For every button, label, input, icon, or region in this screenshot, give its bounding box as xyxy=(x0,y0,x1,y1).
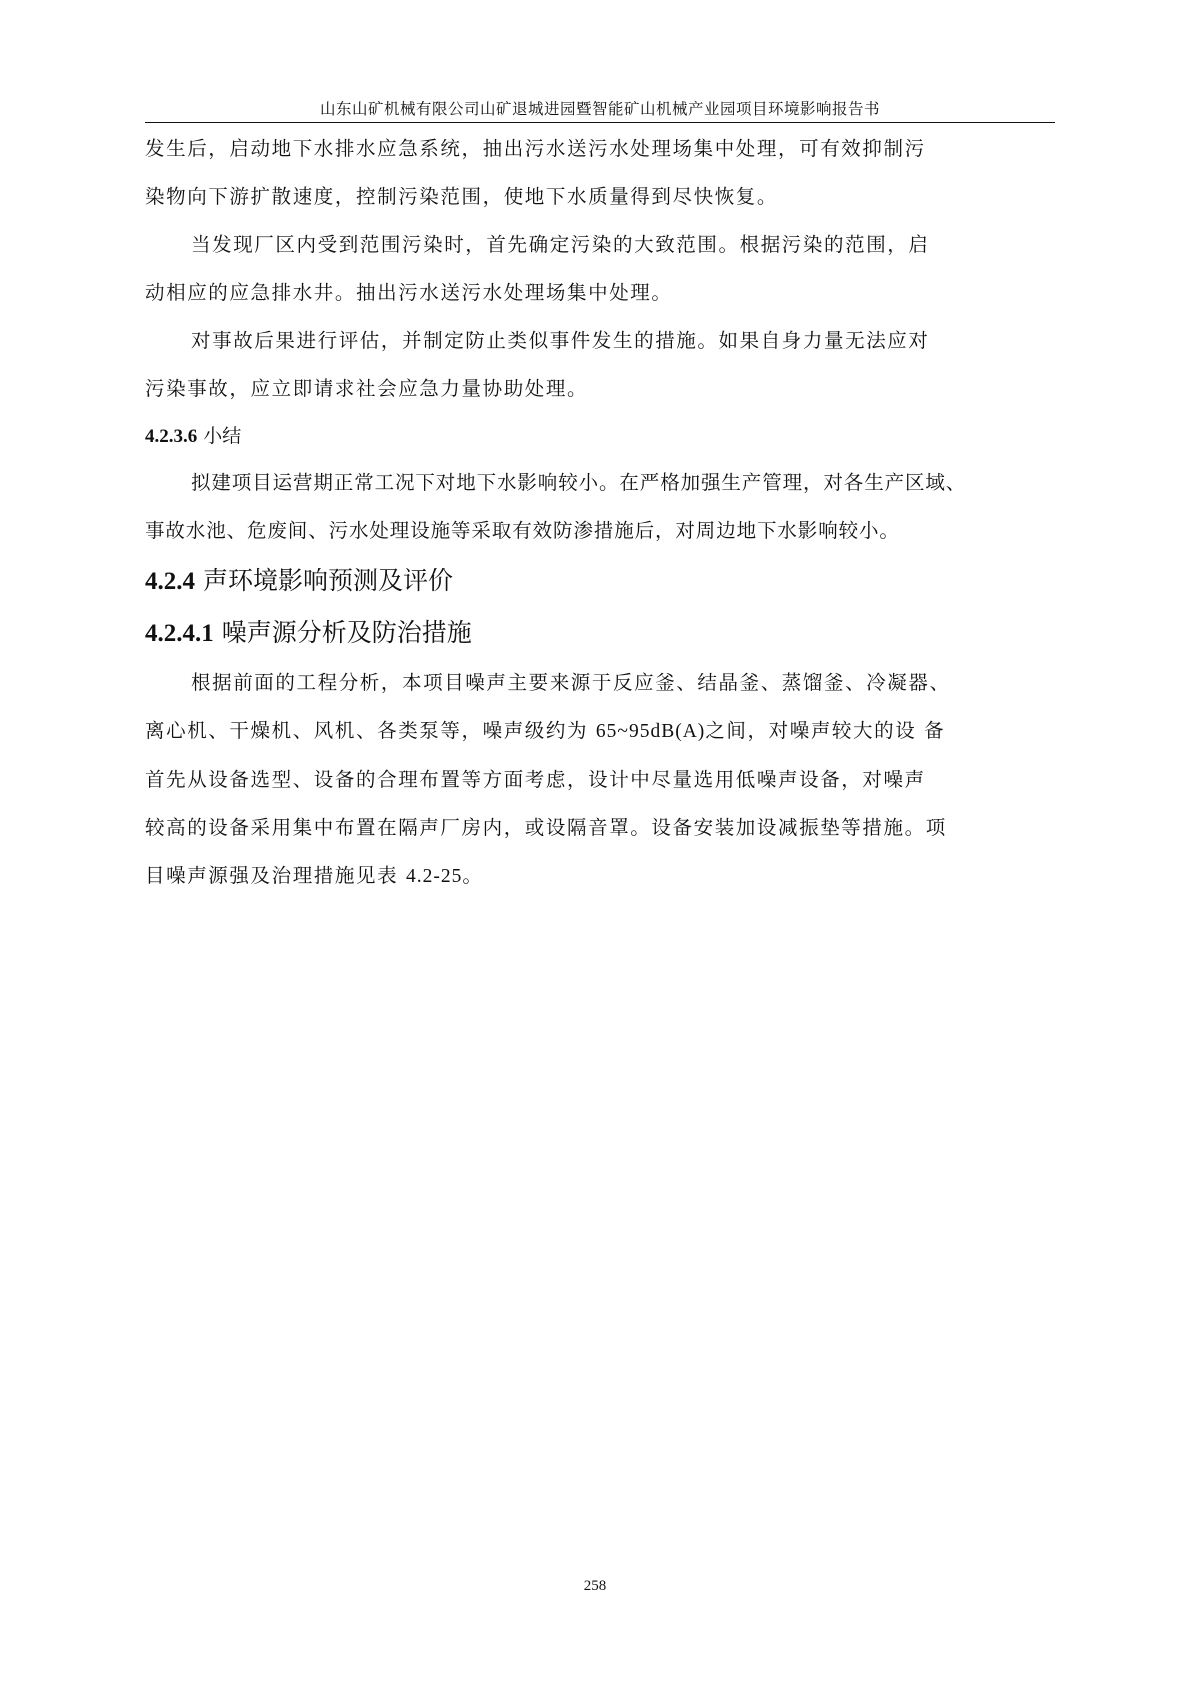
document-body xyxy=(145,125,1055,901)
section-heading-4-2-4 xyxy=(145,555,1055,607)
text-run: 之间，对噪声较大的设 备 xyxy=(705,719,946,742)
page-header: 山东山矿机械有限公司山矿退城进园暨智能矿山机械产业园项目环境影响报告书 xyxy=(319,100,880,118)
text-run: 。 xyxy=(462,864,484,887)
paragraph-line xyxy=(145,707,1055,756)
paragraph-line: 较高的设备采用集中布置在隔声厂房内，或设隔音罩。设备安装加设减振垫等措施。项 xyxy=(145,816,947,839)
section-number: 4.2.4.1 xyxy=(145,620,214,647)
text-run: 离心机、干燥机、风机、各类泵等，噪声级约为 xyxy=(145,719,589,742)
section-title: 小结 xyxy=(203,425,242,447)
header-rule xyxy=(145,122,1055,123)
paragraph-summary xyxy=(145,459,1055,555)
paragraph-contamination-range xyxy=(145,221,1055,317)
paragraph-line: 首先从设备选型、设备的合理布置等方面考虑，设计中尽量选用低噪声设备，对噪声 xyxy=(145,768,926,791)
section-title: 噪声源分析及防治措施 xyxy=(221,618,472,647)
paragraph-line: 发生后，启动地下水排水应急系统，抽出污水送污水处理场集中处理，可有效抑制污 xyxy=(145,137,926,160)
section-number: 4.2.4 xyxy=(145,568,195,595)
paragraph-line xyxy=(145,852,1055,901)
section-title: 声环境影响预测及评价 xyxy=(202,566,453,595)
page-number: 258 xyxy=(583,1578,607,1594)
paragraph-line: 根据前面的工程分析，本项目噪声主要来源于反应釜、结晶釜、蒸馏釜、冷凝器、 xyxy=(191,671,951,694)
section-number: 4.2.3.6 xyxy=(145,426,198,447)
paragraph-accident-evaluation xyxy=(145,317,1055,413)
paragraph-line: 拟建项目运营期正常工况下对地下水影响较小。在严格加强生产管理，对各生产区域、 xyxy=(191,471,967,494)
paragraph-line: 动相应的应急排水井。抽出污水送污水处理场集中处理。 xyxy=(145,281,673,304)
table-reference: 4.2-25 xyxy=(406,866,463,887)
noise-level-range: 65~95dB(A) xyxy=(595,721,706,742)
paragraph-emergency-system xyxy=(145,125,1055,221)
paragraph-noise-sources xyxy=(145,659,1055,901)
section-heading-4-2-3-6 xyxy=(145,413,1055,459)
section-heading-4-2-4-1 xyxy=(145,607,1055,659)
paragraph-line: 当发现厂区内受到范围污染时，首先确定污染的大致范围。根据污染的范围，启 xyxy=(191,233,930,256)
text-run: 目噪声源强及治理措施见表 xyxy=(145,864,399,887)
paragraph-line: 对事故后果进行评估，并制定防止类似事件发生的措施。如果自身力量无法应对 xyxy=(191,329,930,352)
paragraph-line: 事故水池、危废间、污水处理设施等采取有效防渗措施后，对周边地下水影响较小。 xyxy=(145,519,900,542)
paragraph-line: 污染事故，应立即请求社会应急力量协助处理。 xyxy=(145,377,589,400)
paragraph-line: 染物向下游扩散速度，控制污染范围，使地下水质量得到尽快恢复。 xyxy=(145,185,779,208)
